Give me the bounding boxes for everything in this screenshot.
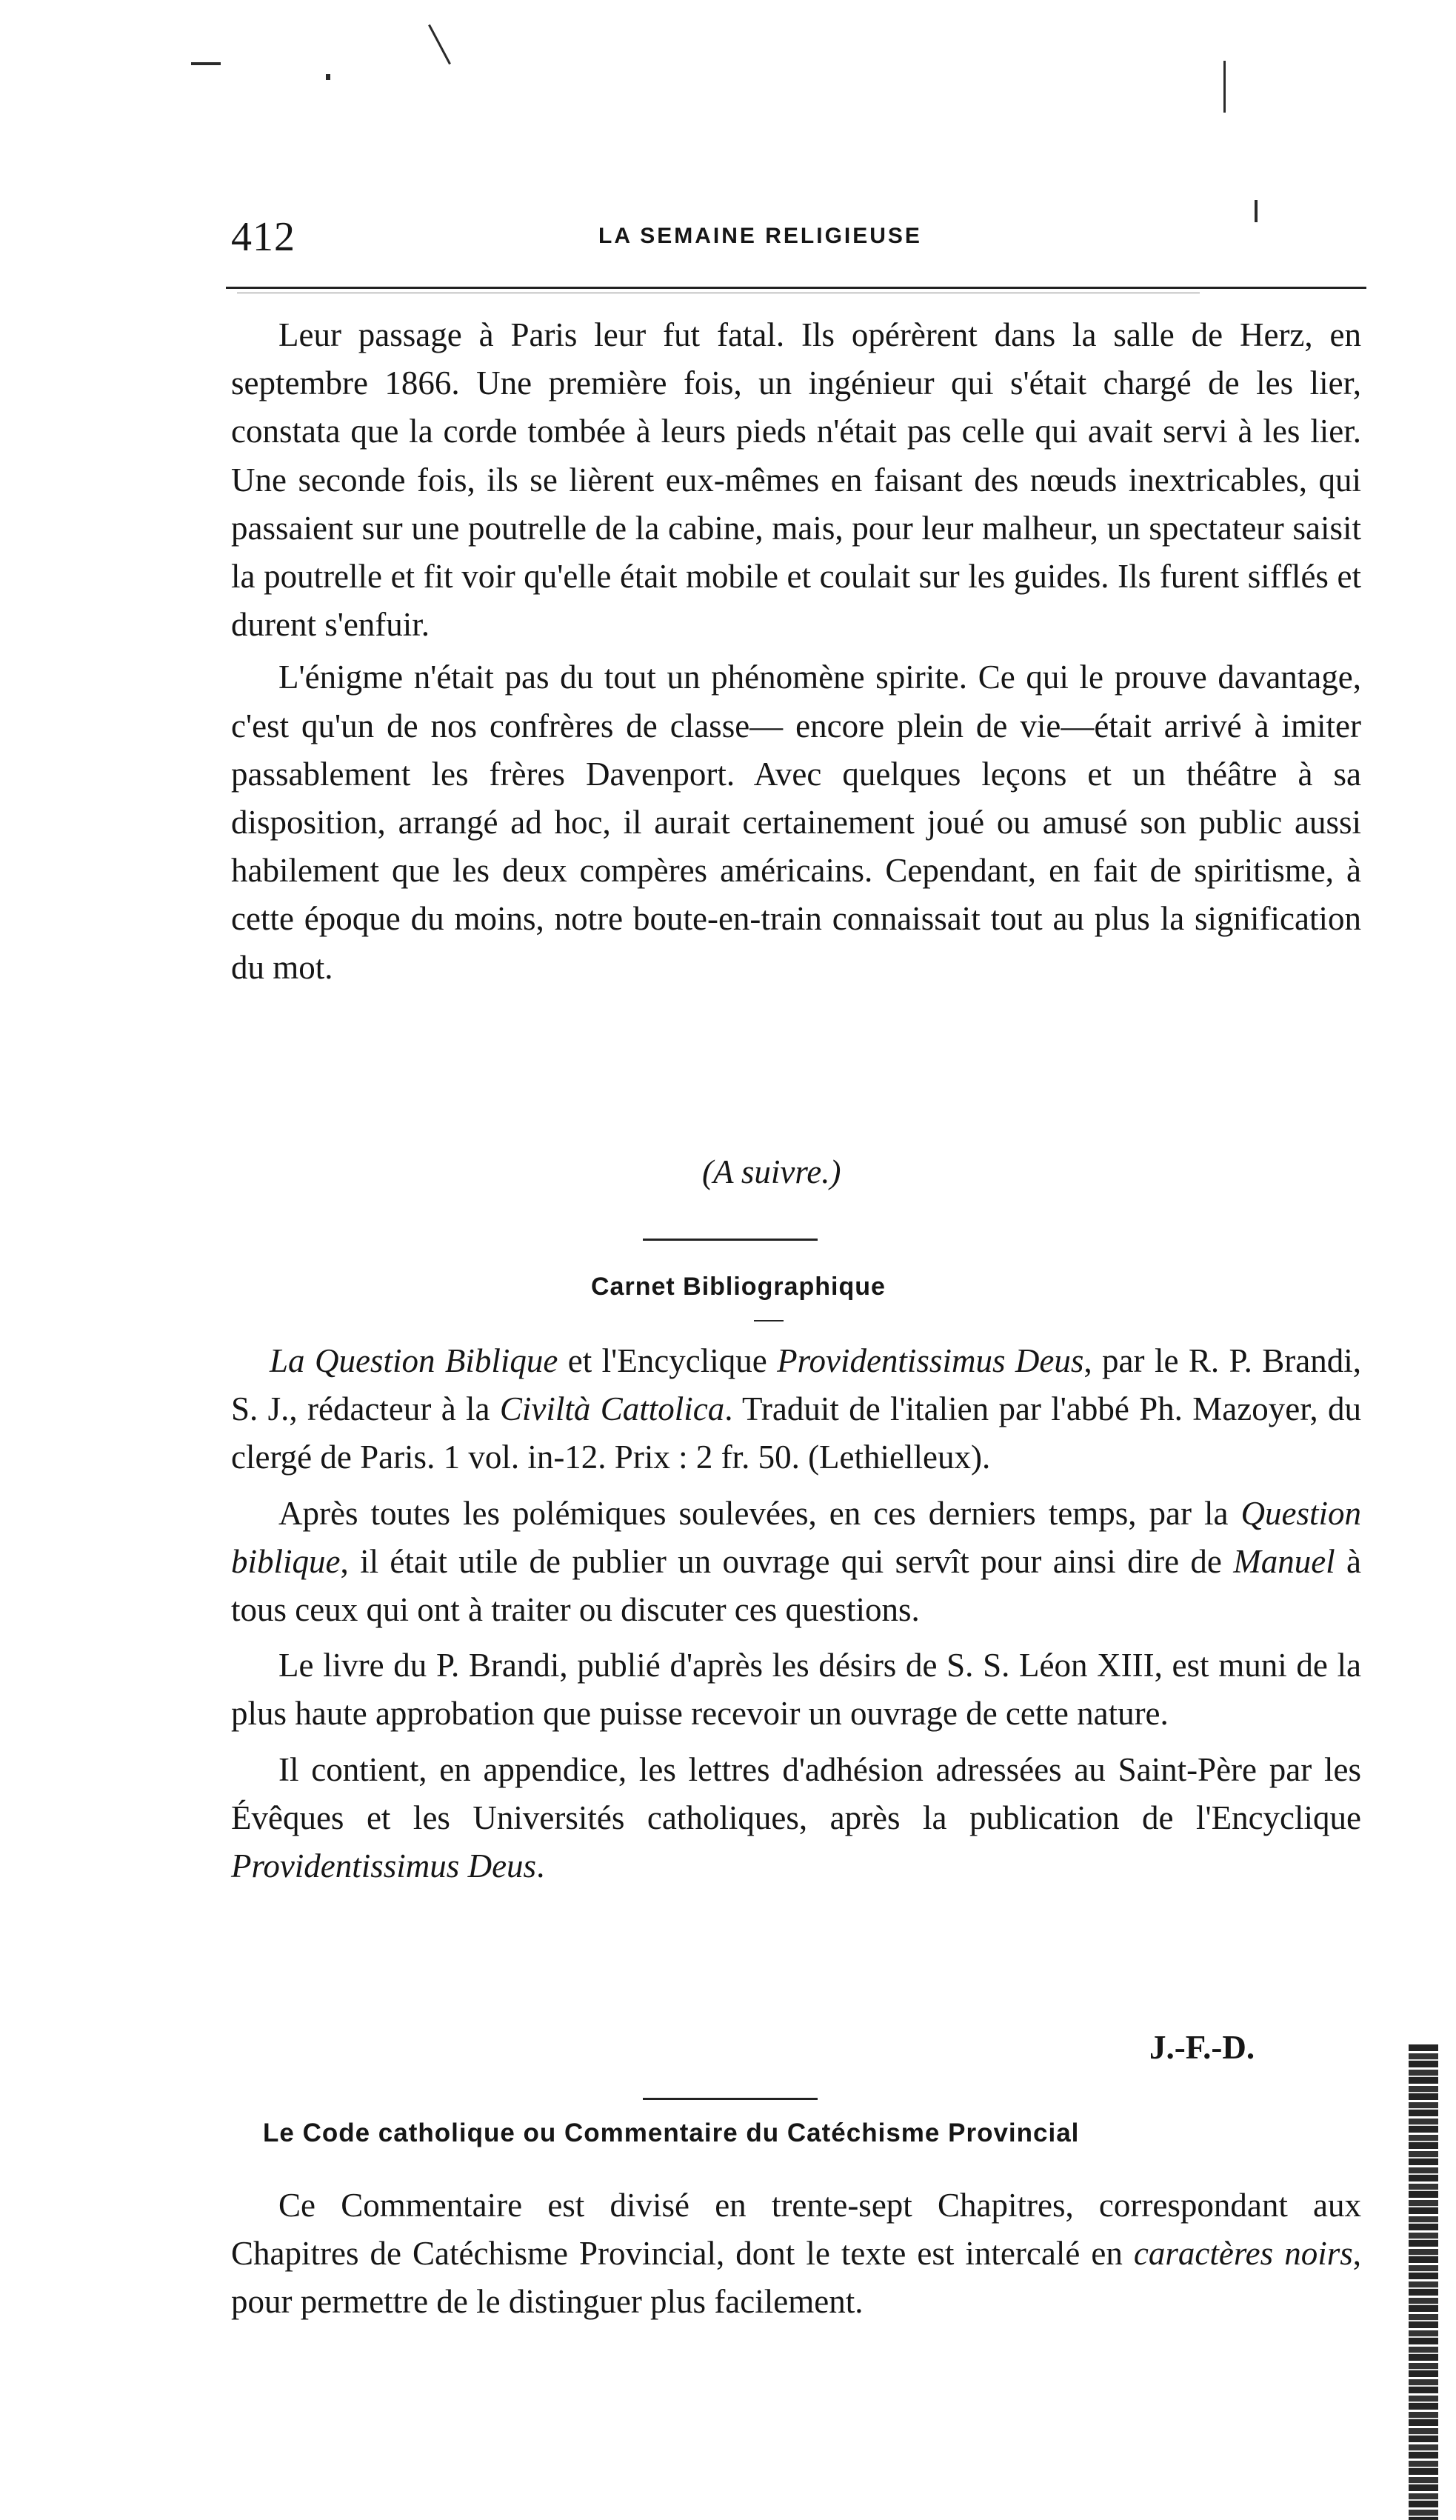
review-paragraph xyxy=(231,1490,1361,1635)
story-body xyxy=(231,311,1361,992)
scan-speck xyxy=(326,74,330,80)
page-header xyxy=(222,213,1363,260)
entry-text: . Traduit de l'italien par l'abbé Ph. Mazoyer, du clergé de Paris. 1 vol. in-12. Prix : 2 fr. 50. (Lethielleux). xyxy=(231,1390,1361,1476)
signature: J.-F.-D. xyxy=(1149,2029,1255,2066)
text-run: à tous ceux qui ont à traiter ou discuter ces questions. xyxy=(231,1542,1361,1629)
page-number: 412 xyxy=(231,214,295,260)
story-paragraph: Leur passage à Paris leur fut fatal. Ils opérèrent dans la salle de Herz, en septembre 1866. Une première fois, un ingénieur qui s'était chargé de les lier, constata que la corde tombée à leurs pieds n'était pas celle qui avait servi à les lier. Une seconde fois, ils se lièrent eux-mêmes en faisant des nœuds inextricables, qui passaient sur une poutrelle de la cabine, mais, pour leur malheur, un spectateur saisit la poutrelle et fit voir qu'elle était mobile et coulait sur les guides. Ils furent sifflés et durent s'enfuir. xyxy=(231,316,1361,644)
story-paragraph: L'énigme n'était pas du tout un phénomène spirite. Ce qui le prouve davantage, c'est qu'un de nos confrères de classe— encore plein de vie—était arrivé à imiter passablement les frères Davenport. Avec quelques leçons et un théâtre à sa disposition, arrangé ad hoc, il aurait certainement joué ou amusé son public aussi habilement que les deux compères américains. Cependant, en fait de spiritisme, à cette époque du moins, notre boute-en-train connaissait tout au plus la signification du mot. xyxy=(231,659,1361,986)
entry-text: , par le R. P. Brandi, S. J., rédacteur à la xyxy=(231,1342,1361,1428)
review-paragraph xyxy=(231,1746,1361,1891)
text-run: Après toutes les polémiques soulevées, en ces derniers temps, par la xyxy=(278,1494,1241,1532)
header-rule xyxy=(226,287,1366,289)
review-paragraph: Le livre du P. Brandi, publié d'après les désirs de S. S. Léon XIII, est muni de la plus haute approbation que puisse recevoir un ouvrage de cette nature. xyxy=(231,1647,1361,1733)
italic-run: Providentissimus Deus xyxy=(231,1847,537,1885)
italic-run: Manuel xyxy=(1233,1542,1335,1580)
encyclical-title: Providentissimus Deus xyxy=(777,1342,1084,1379)
section-divider xyxy=(643,1239,818,1241)
code-title: Le Code catholique ou Commentaire du Catéchisme Provincial xyxy=(263,2119,1080,2147)
text-run: Il contient, en appendice, les lettres d'adhésion adressées au Saint-Père par les Évêques et les Universités catholiques, après la publication de l'Encyclique xyxy=(231,1750,1361,1836)
entry-text: et l'Encyclique xyxy=(558,1342,778,1379)
scan-speck xyxy=(191,62,221,65)
scan-speck xyxy=(1223,61,1226,113)
text-run: . xyxy=(536,1847,545,1885)
book-entry xyxy=(231,1337,1361,1482)
title-underline xyxy=(754,1320,784,1321)
carnet-title: Carnet Bibliographique xyxy=(591,1273,886,1301)
bibliography-section xyxy=(231,1337,1361,1890)
text-run: Ce Commentaire est divisé en trente-sept Chapitres, correspondant aux Chapitres de Catéchisme Provincial, dont le texte est intercalé en xyxy=(231,2187,1361,2273)
book-title: La Question Biblique xyxy=(270,1342,558,1379)
italic-run: Question biblique xyxy=(231,1494,1361,1580)
catechism-paragraph xyxy=(231,2181,1361,2327)
journal-title: Civiltà Cattolica xyxy=(499,1390,725,1428)
catechism-section xyxy=(231,2181,1361,2327)
scan-speck xyxy=(428,24,451,64)
running-title: LA SEMAINE RELIGIEUSE xyxy=(598,224,922,248)
italic-run: caractères noirs xyxy=(1133,2235,1353,2273)
binding-edge xyxy=(1409,2044,1438,2520)
text-run: , il était utile de publier un ouvrage qui servît pour ainsi dire de xyxy=(340,1542,1234,1580)
text-run: , pour permettre de le distinguer plus facilement. xyxy=(231,2235,1361,2321)
continuation-note: (A suivre.) xyxy=(702,1153,841,1190)
section-divider xyxy=(643,2098,818,2100)
